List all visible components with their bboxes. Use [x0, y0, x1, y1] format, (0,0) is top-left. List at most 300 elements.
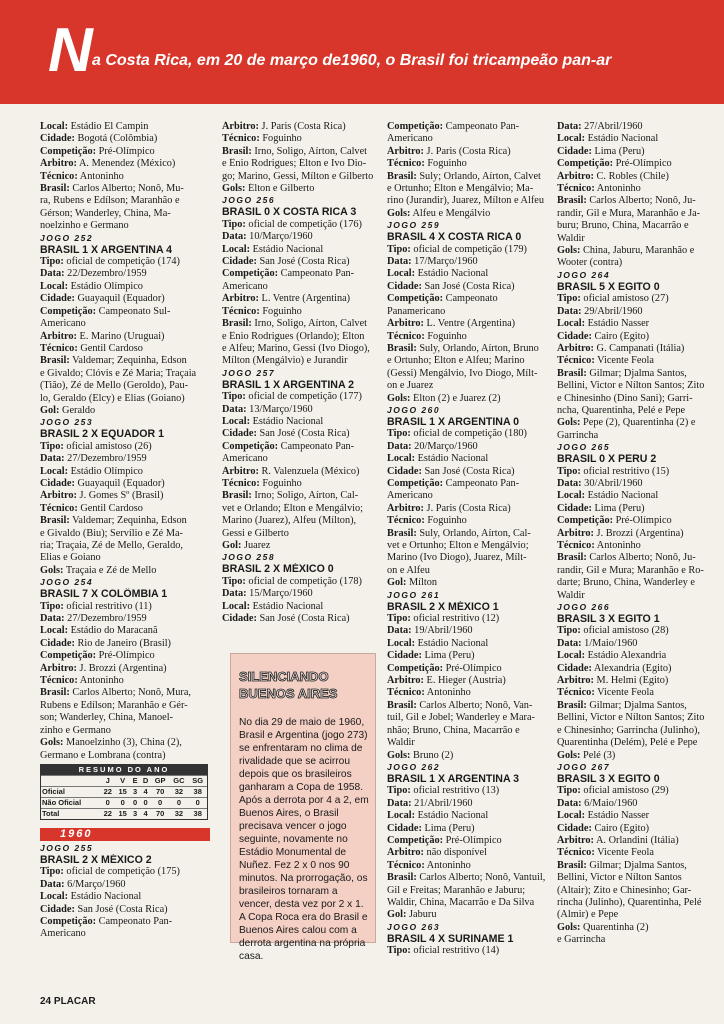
- resumo-col-header: E: [130, 775, 140, 786]
- field-value: L. Ventre (Argentina): [423, 318, 516, 330]
- resumo-cell: 0: [169, 797, 188, 808]
- column-4: [557, 121, 715, 947]
- info-line: [557, 860, 715, 872]
- field-value: Lima (Peru): [421, 822, 475, 834]
- info-line: [387, 244, 552, 256]
- field-value: (Almir) e Pepe: [557, 909, 619, 921]
- field-value: Carlos Alberto; Nonô, Vantuil,: [416, 872, 546, 884]
- info-line: [40, 650, 210, 662]
- game-number: JOGO 263: [387, 921, 441, 932]
- field-label: Árbitro:: [40, 330, 77, 342]
- info-line: [40, 866, 210, 878]
- field-label: Técnico:: [387, 515, 425, 527]
- field-value: Campeonato Pan-: [96, 915, 173, 927]
- info-line: [387, 823, 552, 835]
- field-value: R. Valenzuela (México): [258, 465, 360, 477]
- field-value: oficial restritivo (11): [63, 600, 152, 612]
- field-value: Carlos Alberto; Nonô, Mu-: [69, 183, 184, 195]
- field-label: Brasil:: [222, 318, 252, 330]
- info-line: [222, 343, 380, 355]
- field-value: Estádio Nasser: [585, 810, 650, 822]
- resumo-cell: 22: [100, 808, 115, 819]
- field-value: 19/Abril/1960: [411, 625, 473, 637]
- field-value: 27/Dezembro/1959: [64, 613, 147, 625]
- field-label: Data:: [557, 797, 582, 809]
- info-line: [387, 552, 552, 564]
- field-value: Waldir: [557, 589, 585, 601]
- field-label: Brasil:: [40, 355, 70, 367]
- info-line: [387, 355, 552, 367]
- info-line: [387, 183, 552, 195]
- field-value: 29/Abril/1960: [581, 305, 643, 317]
- field-value: randir, Gil e Mura, Maranhão e Ja-: [557, 207, 701, 219]
- field-label: Data:: [387, 625, 412, 637]
- box-body: No dia 29 de maio de 1960, Brasil e Argentina (jogo 273) se enfrentaram no clima de rivalidade que se acirrou depois que os brasileiros ganharam a Copa de 1958. Após a derrota por 4 a 2, em Buenos Aires, o Brasil precisava vencer o jogo seguinte, novamente no Estádio Monumental de Nuñez. Fez 2 x 0 nos 90 minutos. Na prorrogação, os brasileiros tornaram a vencer, desta vez por 2 x 1. A Copa Roca era do Brasil e Buenos Aires calou com a derrota argentina na própria casa.: [239, 717, 369, 962]
- info-line: [387, 540, 552, 552]
- field-value: nhão; Bruno, China, Macarrão e: [387, 724, 520, 736]
- field-value: oficial de competição (176): [245, 218, 362, 230]
- resumo-cell: 3: [130, 808, 140, 819]
- field-label: Local:: [557, 490, 586, 502]
- field-value: Estádio Nacional: [415, 810, 489, 822]
- field-value: Jaburu: [406, 909, 437, 921]
- field-label: Cidade:: [40, 903, 75, 915]
- field-label: Cidade:: [557, 502, 592, 514]
- info-line: [40, 478, 210, 490]
- field-value: Campeonato Pan-: [443, 477, 520, 489]
- info-line: [222, 404, 380, 416]
- info-line: [40, 737, 210, 749]
- info-line: [40, 928, 210, 940]
- info-line: [557, 355, 715, 367]
- field-value: J. Brozzi (Argentina): [76, 662, 167, 674]
- info-line: [387, 687, 552, 699]
- info-line: [40, 393, 210, 405]
- info-line: [387, 663, 552, 675]
- info-line: [40, 490, 210, 502]
- info-line: [222, 331, 380, 343]
- field-value: 22/Dezembro/1959: [64, 268, 147, 280]
- info-line: [222, 478, 380, 490]
- field-label: Brasil:: [387, 872, 417, 884]
- field-value: Estádio Olímpico: [68, 465, 143, 477]
- info-line: [222, 256, 380, 268]
- field-value: J. Paris (Costa Rica): [423, 145, 511, 157]
- match-heading: BRASIL 2 X MÉXICO 2: [40, 853, 152, 866]
- field-label: Árbitro:: [387, 675, 424, 687]
- info-line: [387, 798, 552, 810]
- info-line: [387, 281, 552, 293]
- field-label: Tipo:: [387, 945, 411, 957]
- field-value: Gilmar; Djalma Santos,: [586, 699, 687, 711]
- field-label: Local:: [222, 243, 251, 255]
- field-label: Técnico:: [222, 477, 260, 489]
- field-label: Árbitro:: [557, 527, 594, 539]
- info-line: [40, 528, 210, 540]
- field-value: e Ortunho; Élton e Mengálvio; Ma-: [387, 183, 534, 195]
- field-label: Tipo:: [387, 243, 411, 255]
- field-label: Competição:: [557, 515, 614, 527]
- field-label: Data:: [557, 121, 582, 132]
- game-number: JOGO 265: [557, 442, 611, 453]
- field-label: Data:: [222, 403, 247, 415]
- field-value: son; Wanderley, China, Manoel-: [40, 712, 173, 724]
- field-value: vet e Ortunho; Élton e Mengálvio;: [387, 540, 529, 551]
- field-value: ria; Traçaia, Zé de Mello, Geraldo,: [40, 540, 183, 551]
- field-label: Técnico:: [557, 355, 595, 367]
- field-value: e Givaldo; Clóvis e Zé Maria; Traçaia: [40, 367, 197, 379]
- match-heading: BRASIL 3 X EGITO 1: [557, 613, 660, 626]
- info-line: [40, 466, 210, 478]
- field-label: Tipo:: [557, 625, 581, 637]
- info-line: [557, 638, 715, 650]
- field-value: Vicente Feola: [594, 355, 654, 367]
- field-label: Árbitro:: [222, 293, 259, 305]
- game-number: JOGO 258: [222, 552, 276, 563]
- match-heading: BRASIL 1 X ARGENTINA 2: [222, 378, 355, 391]
- info-line: [387, 380, 552, 392]
- info-line: [222, 133, 380, 145]
- field-value: Bellini, Victor e Nílton Santos; Zito: [557, 712, 705, 724]
- field-label: Competição:: [40, 305, 97, 317]
- info-line: [40, 281, 210, 293]
- game-number: JOGO 261: [387, 589, 441, 600]
- info-line: [222, 576, 380, 588]
- field-label: Árbitro:: [557, 834, 594, 846]
- resumo-row: [41, 786, 207, 797]
- field-label: Técnico:: [40, 170, 78, 182]
- info-line: [387, 945, 552, 957]
- info-line: [40, 687, 210, 699]
- info-line: [557, 245, 715, 257]
- field-value: Campeonato Pan-: [443, 121, 520, 132]
- field-label: Cidade:: [40, 637, 75, 649]
- info-line: [557, 798, 715, 810]
- field-label: Local:: [387, 810, 416, 822]
- info-line: [222, 146, 380, 158]
- field-value: Campeonato Sul-: [96, 305, 171, 317]
- field-label: Local:: [387, 268, 416, 280]
- info-line: [387, 785, 552, 797]
- field-value: Cairo (Egito): [591, 330, 650, 342]
- field-value: Estádio Nacional: [250, 243, 324, 255]
- info-line: [40, 663, 210, 675]
- info-line: [387, 700, 552, 712]
- field-value: Antoninho: [424, 687, 471, 699]
- info-line: [222, 171, 380, 183]
- info-line: [557, 208, 715, 220]
- info-line: [40, 171, 210, 183]
- field-label: Técnico:: [557, 687, 595, 699]
- info-line: [387, 171, 552, 183]
- game-number: JOGO 252: [40, 232, 94, 243]
- field-label: Competição:: [40, 145, 97, 157]
- field-value: Irno; Soligo, Aírton, Cal-: [251, 490, 359, 502]
- info-line: [222, 391, 380, 403]
- match-heading: BRASIL 0 X COSTA RICA 3: [222, 206, 357, 219]
- field-value: 13/Março/1960: [246, 403, 313, 415]
- field-value: Rio de Janeiro (Brasil): [74, 637, 171, 649]
- info-line: [40, 306, 210, 318]
- field-value: L. Ventre (Argentina): [258, 293, 351, 305]
- field-value: Valdemar; Zequinha, Édson: [69, 355, 187, 367]
- field-label: Árbitro:: [222, 465, 259, 477]
- field-value: San José (Costa Rica): [421, 465, 515, 477]
- info-line: [387, 268, 552, 280]
- info-line: [40, 515, 210, 527]
- field-value: J. Brozzi (Argentina): [593, 527, 684, 539]
- field-label: Gols:: [387, 749, 411, 761]
- info-line: [557, 133, 715, 145]
- field-value: noelzinho e Germano: [40, 220, 129, 232]
- info-line: [222, 121, 380, 133]
- field-label: Cidade:: [222, 613, 257, 625]
- info-line: [557, 233, 715, 245]
- field-label: Tipo:: [557, 785, 581, 797]
- field-value: Estádio El Campin: [68, 121, 149, 132]
- info-line: [557, 430, 715, 442]
- info-line: [557, 528, 715, 540]
- info-line: [40, 891, 210, 903]
- field-label: Data:: [222, 231, 247, 243]
- field-value: oficial de competição (174): [63, 256, 180, 268]
- field-value: (Tião), Zé de Mello (Geroldo), Pau-: [40, 380, 189, 392]
- field-label: Cidade:: [557, 330, 592, 342]
- field-value: San José (Costa Rica): [256, 256, 350, 268]
- info-line: [387, 625, 552, 637]
- field-label: Data:: [40, 878, 65, 890]
- field-value: Foguinho: [259, 477, 302, 489]
- header-banner: [0, 0, 724, 104]
- resumo-cell: 15: [115, 808, 130, 819]
- info-line: [387, 528, 552, 540]
- field-label: Data:: [557, 637, 582, 649]
- field-label: Competição:: [387, 662, 444, 674]
- resumo-col-header: J: [100, 775, 115, 786]
- game-number: JOGO 257: [222, 367, 276, 378]
- field-value: Pré-Olímpico: [96, 650, 155, 662]
- field-value: oficial de competição (178): [245, 575, 362, 587]
- field-value: Estádio Nacional: [250, 600, 324, 612]
- info-line: [557, 380, 715, 392]
- info-line: [387, 343, 552, 355]
- field-label: Gols:: [557, 245, 581, 257]
- field-value: Estádio do Maracanã: [68, 625, 158, 637]
- info-line: [557, 540, 715, 552]
- field-value: oficial amistoso (29): [580, 785, 669, 797]
- field-label: Local:: [387, 453, 416, 465]
- field-value: Traçaia e Zé de Mello: [63, 564, 157, 576]
- game-number: JOGO 267: [557, 761, 611, 772]
- info-line: [387, 256, 552, 268]
- info-line: [40, 133, 210, 145]
- field-value: vet e Orlando; Élton e Mengálvio;: [222, 502, 363, 514]
- column-3: [387, 121, 552, 958]
- field-label: Tipo:: [40, 600, 64, 612]
- info-line: [40, 712, 210, 724]
- info-line: [557, 417, 715, 429]
- resumo-cell: Total: [41, 808, 100, 819]
- info-line: [222, 244, 380, 256]
- info-line: [222, 613, 380, 625]
- field-value: oficial restritivo (15): [580, 465, 670, 477]
- field-label: Brasil:: [387, 527, 417, 539]
- field-label: Tipo:: [557, 465, 581, 477]
- game-number: JOGO 262: [387, 761, 441, 772]
- field-value: Campeonato: [443, 293, 498, 305]
- field-value: e Givaldo (Biu); Servílio e Zé Ma-: [40, 527, 183, 539]
- field-value: 6/Maio/1960: [581, 797, 638, 809]
- field-label: Tipo:: [222, 575, 246, 587]
- info-line: [557, 872, 715, 884]
- field-value: zinho e Germano: [40, 724, 111, 736]
- info-line: [222, 355, 380, 367]
- field-label: Gols:: [557, 417, 581, 429]
- info-line: [387, 331, 552, 343]
- field-value: Juarez: [241, 540, 271, 551]
- field-label: Cidade:: [557, 145, 592, 157]
- info-line: [40, 904, 210, 916]
- field-label: Local:: [557, 810, 586, 822]
- field-label: Local:: [40, 121, 69, 132]
- info-line: [387, 810, 552, 822]
- field-value: 30/Abril/1960: [581, 477, 643, 489]
- info-line: [557, 552, 715, 564]
- info-line: [222, 231, 380, 243]
- info-line: [40, 121, 210, 133]
- field-label: Competição:: [557, 158, 614, 170]
- field-label: Cidade:: [40, 293, 75, 305]
- field-label: Cidade:: [387, 822, 422, 834]
- field-value: Antoninho: [424, 859, 471, 871]
- info-line: [557, 663, 715, 675]
- field-value: 27/Dezembro/1959: [64, 453, 147, 465]
- field-label: Cidade:: [222, 428, 257, 440]
- field-value: Gentil Cardoso: [77, 342, 143, 354]
- resumo-col-header: GC: [169, 775, 188, 786]
- info-line: [222, 490, 380, 502]
- field-value: Guayaquil (Equador): [74, 477, 165, 489]
- field-value: San José (Costa Rica): [74, 903, 168, 915]
- field-value: J. Gomes Sº (Brasil): [76, 490, 164, 502]
- field-value: San José (Costa Rica): [421, 280, 515, 292]
- field-label: Brasil:: [557, 859, 587, 871]
- field-value: e Garrincha: [557, 934, 606, 946]
- field-label: Local:: [40, 465, 69, 477]
- info-line: [40, 195, 210, 207]
- field-value: Pré-Olímpico: [613, 158, 672, 170]
- field-label: Brasil:: [557, 699, 587, 711]
- field-value: Gilmar; Djalma Santos,: [586, 367, 687, 379]
- field-value: Estádio Nacional: [585, 490, 659, 502]
- info-line: [387, 428, 552, 440]
- info-line: [40, 343, 210, 355]
- drop-cap: N: [48, 16, 93, 85]
- field-value: M. Helmi (Egito): [593, 675, 669, 687]
- info-line: [40, 441, 210, 453]
- field-value: Lima (Peru): [591, 502, 645, 514]
- field-value: J. Paris (Costa Rica): [258, 121, 346, 132]
- field-value: Campeonato Pan-: [278, 440, 355, 452]
- game-number: JOGO 254: [40, 577, 94, 588]
- field-label: Local:: [557, 318, 586, 330]
- info-line: [557, 687, 715, 699]
- info-line: [40, 625, 210, 637]
- resumo-cell: 70: [151, 786, 169, 797]
- field-label: Data:: [557, 305, 582, 317]
- info-line: [387, 909, 552, 921]
- game-number: JOGO 255: [40, 842, 94, 853]
- game-number: JOGO 266: [557, 602, 611, 613]
- field-label: Cidade:: [40, 133, 75, 145]
- field-value: Quarentinha (2): [580, 921, 649, 933]
- info-line: [387, 146, 552, 158]
- field-value: oficial de competição (177): [245, 391, 362, 403]
- col1-entries: [40, 121, 210, 762]
- info-line: [557, 318, 715, 330]
- col3-entries: [387, 121, 552, 958]
- info-line: [387, 737, 552, 749]
- info-line: [387, 885, 552, 897]
- info-line: [222, 219, 380, 231]
- field-label: Técnico:: [40, 675, 78, 687]
- field-label: Local:: [40, 625, 69, 637]
- field-label: Árbitro:: [387, 847, 424, 859]
- info-line: [557, 220, 715, 232]
- info-line: [387, 478, 552, 490]
- field-value: oficial de competição (175): [63, 866, 180, 878]
- field-label: Árbitro:: [40, 158, 77, 170]
- field-value: 10/Março/1960: [246, 231, 313, 243]
- field-value: Guayaquil (Equador): [74, 293, 165, 305]
- field-value: Foguinho: [259, 305, 302, 317]
- match-heading: BRASIL 1 X ARGENTINA 3: [387, 772, 520, 785]
- info-line: [387, 133, 552, 145]
- field-value: Pré-Olímpico: [96, 145, 155, 157]
- field-value: China, Jaburu, Maranhão e: [580, 245, 695, 257]
- field-label: Gols:: [557, 749, 581, 761]
- info-line: [557, 490, 715, 502]
- info-line: [557, 195, 715, 207]
- field-value: Irno, Soligo, Aírton, Calvet: [251, 145, 368, 157]
- field-value: Pré-Olímpico: [443, 834, 502, 846]
- field-label: Gols:: [222, 183, 246, 195]
- col1b-entries: [40, 843, 210, 941]
- field-value: e Ênio Rodrigues; Élton e Ivo Dio-: [222, 158, 367, 170]
- field-label: Brasil:: [40, 687, 70, 699]
- field-value: Waldir, China, Macarrão e Da Silva: [387, 896, 535, 908]
- field-label: Cidade:: [222, 256, 257, 268]
- field-value: Carlos Alberto; Nonô, Mura,: [69, 687, 192, 699]
- field-value: San José (Costa Rica): [256, 428, 350, 440]
- field-value: e Ortunho; Élton e Alfeu; Marino: [387, 355, 525, 367]
- game-number: JOGO 259: [387, 220, 441, 231]
- info-line: [557, 650, 715, 662]
- info-line: [387, 750, 552, 762]
- resumo-cell: 4: [140, 808, 151, 819]
- field-value: e Chinesinho (Dino Sani); Garri-: [557, 392, 693, 404]
- info-line: [40, 220, 210, 232]
- field-label: Técnico:: [387, 687, 425, 699]
- info-line: [222, 503, 380, 515]
- info-line: [557, 565, 715, 577]
- field-value: Bellini, Victor e Nílton Santos: [557, 872, 682, 884]
- info-line: [557, 885, 715, 897]
- field-label: Data:: [222, 588, 247, 600]
- info-line: [40, 355, 210, 367]
- resumo-title: RESUMO DO ANO: [41, 765, 207, 775]
- info-line: [557, 934, 715, 946]
